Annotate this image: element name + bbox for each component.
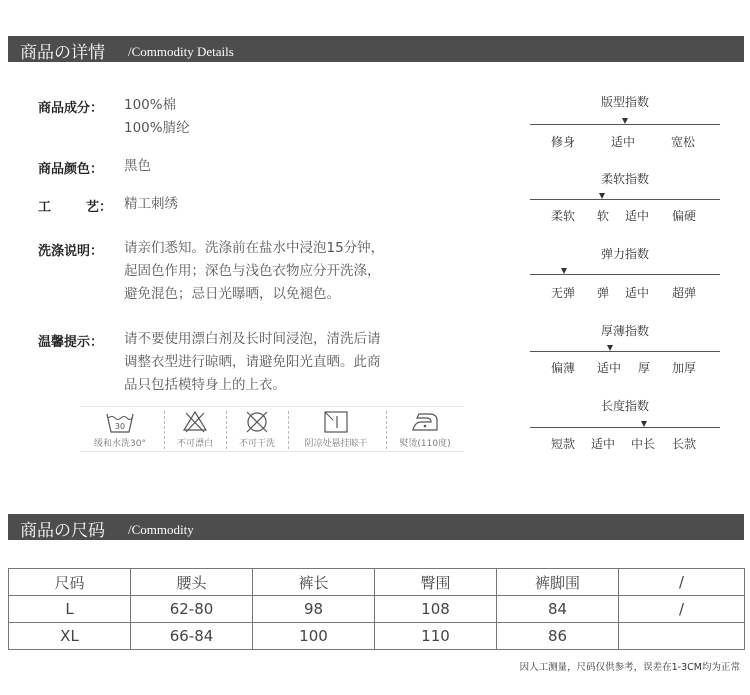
craft-label-a: 工 [38,200,52,215]
size-note: 因人工测量，尺码仅供参考，误差在1-3CM均为正常 [519,662,740,673]
index-label: 超弹 [672,286,697,300]
table-cell: L [9,596,131,623]
table-cell: 86 [497,623,619,650]
care-caption-shade-dry: 阴凉处悬挂晾干 [304,439,368,449]
index-scale-line [530,351,720,352]
washing-line-3: 避免混色；忌日光曝晒，以免褪色。 [124,286,340,302]
index-label: 长款 [672,437,697,451]
no-bleach-icon [182,410,208,434]
index-label: 弹 [597,286,610,300]
index-scale-line [530,427,720,428]
care-divider [386,411,387,449]
index-label: 中长 [631,437,656,451]
tips-line-2: 调整衣型进行晾晒，请避免阳光直晒。此商 [124,354,381,370]
craft-value: 精工刺绣 [124,196,178,212]
care-item-shade-dry [292,407,380,451]
details-title-en: /Commodity Details [128,44,234,59]
index-title: 弹力指数 [600,247,649,261]
table-header-cell: 裤脚围 [497,569,619,596]
details-title-zh: 商品の详情 [20,43,105,63]
size-table [8,568,745,650]
care-caption-no-dry-clean: 不可干洗 [238,439,275,449]
table-header-cell: 裤长 [253,569,375,596]
index-label: 柔软 [551,209,576,223]
table-cell: 100 [253,623,375,650]
index-label: 加厚 [672,361,697,375]
table-cell: 108 [375,596,497,623]
care-item-wash [84,407,156,451]
table-cell: 62-80 [131,596,253,623]
details-section-header [8,36,744,62]
index-title: 版型指数 [600,95,649,109]
care-divider [226,411,227,449]
color-value: 黑色 [124,158,151,174]
table-cell: 110 [375,623,497,650]
iron-icon [409,410,441,434]
material-value-1: 100%棉 [124,97,177,113]
table-header-cell: 臀围 [375,569,497,596]
table-cell: 98 [253,596,375,623]
index-label: 适中 [611,135,636,149]
index-label: 适中 [591,437,616,451]
tips-label: 温馨提示： [38,335,104,350]
index-marker [561,268,567,274]
size-title-zh: 商品の尺码 [20,521,105,541]
wash-30-icon [105,410,135,434]
index-scale-line [530,199,720,200]
care-item-iron [390,407,460,451]
index-title: 柔软指数 [600,172,649,186]
index-title: 厚薄指数 [600,324,649,338]
care-caption-iron: 熨烫(110度) [399,439,451,449]
table-cell: XL [9,623,131,650]
index-marker [599,193,605,199]
index-label: 无弹 [551,286,576,300]
size-title-en: /Commodity [128,522,194,537]
tips-line-1: 请不要使用漂白剂及长时间浸泡，清洗后请 [124,331,381,347]
care-divider [288,411,289,449]
tips-line-3: 品只包括模特身上的上衣。 [124,377,286,393]
material-value-2: 100%腈纶 [124,120,190,136]
color-label: 商品颜色： [38,162,104,177]
care-item-no-bleach [168,407,222,451]
care-icons-strip [80,406,464,452]
table-cell: 84 [497,596,619,623]
size-section-header [8,514,744,540]
care-caption-wash: 缓和水洗30° [94,439,146,449]
washing-label: 洗涤说明： [38,244,104,259]
table-cell [619,623,745,650]
table-cell: 66-84 [131,623,253,650]
index-scale-line [530,124,720,125]
index-label: 偏硬 [672,209,697,223]
index-title: 长度指数 [600,399,649,413]
index-label: 宽松 [671,135,696,149]
table-header-cell: 腰头 [131,569,253,596]
care-divider [164,411,165,449]
index-label: 适中 [597,361,622,375]
index-label: 适中 [625,209,650,223]
washing-line-2: 起固色作用；深色与浅色衣物应分开洗涤， [124,263,381,279]
table-cell: / [619,596,745,623]
index-label: 短款 [551,437,576,451]
svg-text:30: 30 [114,422,126,431]
table-row [9,623,745,650]
table-row [9,596,745,623]
material-label: 商品成分： [38,101,104,116]
index-label: 软 [597,209,610,223]
table-header-cell: 尺码 [9,569,131,596]
index-label: 偏薄 [551,361,576,375]
care-item-no-dry-clean [230,407,284,451]
shade-dry-icon [323,410,349,434]
index-marker [607,345,613,351]
index-label: 修身 [551,135,576,149]
index-label: 适中 [625,286,650,300]
index-marker [622,118,628,124]
washing-line-1: 请亲们悉知。洗涤前在盐水中浸泡15分钟， [124,240,385,256]
care-caption-no-bleach: 不可漂白 [176,439,213,449]
index-marker [641,421,647,427]
table-header-cell: / [619,569,745,596]
craft-label-b: 艺： [86,200,113,215]
table-header-row [9,569,745,596]
no-dry-clean-icon [244,410,270,434]
index-scale-line [530,274,720,275]
index-label: 厚 [638,361,651,375]
